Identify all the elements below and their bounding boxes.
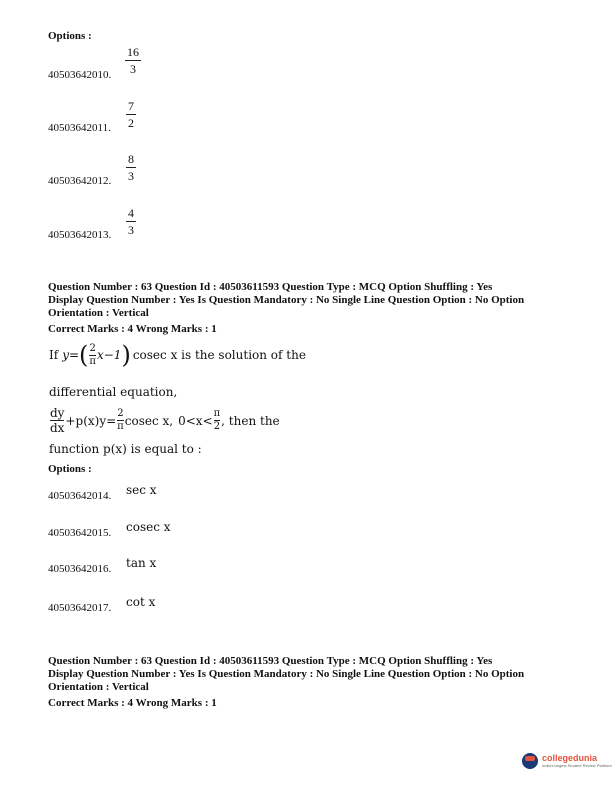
option-fraction (125, 46, 141, 75)
option-id: 40503642016. (48, 563, 112, 575)
x-minus-one: x−1 (96, 348, 122, 362)
fraction-denominator: 3 (128, 169, 134, 183)
cosec-term: cosec x, (124, 413, 174, 428)
option-fraction (126, 100, 136, 129)
logo-tagline: India's largest Student Review Platform (542, 763, 612, 768)
fraction-denominator: 3 (130, 62, 136, 76)
option-id: 40503642011. (48, 122, 111, 134)
fraction-numerator: 7 (128, 99, 134, 113)
option-id: 40503642010. (48, 69, 112, 81)
question-equation-line (49, 407, 280, 434)
option-text: cosec x (126, 520, 171, 534)
collegedunia-logo (522, 753, 612, 769)
pi-over-two-fraction (214, 409, 221, 432)
question-text-line (49, 343, 306, 367)
cosec-text: cosec x is the solution of the (132, 348, 306, 362)
options-heading: Options : (48, 463, 92, 475)
dy-dx-fraction (50, 407, 64, 434)
option-text: tan x (126, 556, 157, 570)
option-id: 40503642014. (48, 490, 112, 502)
left-paren: ( (79, 341, 89, 369)
option-text: sec x (126, 483, 157, 497)
fraction-numerator: dy (50, 406, 65, 420)
two-over-pi-fraction (117, 409, 124, 432)
fraction-numerator: 2 (89, 342, 96, 354)
option-id: 40503642017. (48, 602, 112, 614)
fraction-denominator: π (117, 421, 124, 432)
inequality: 0<x< (178, 413, 213, 428)
fraction-numerator: 16 (127, 45, 139, 59)
fraction-numerator: π (213, 408, 221, 419)
right-paren: ) (121, 341, 131, 369)
logo-text-block (542, 754, 612, 768)
if-label: If (49, 348, 59, 362)
options-heading: Options : (48, 30, 92, 42)
question-meta-line: Display Question Number : Yes Is Question Mandatory : No Single Line Question Option : No Option (48, 294, 525, 306)
question-meta-line: Question Number : 63 Question Id : 40503611593 Question Type : MCQ Option Shuffling : Yes (48, 281, 493, 293)
fraction-numerator: 2 (117, 408, 124, 419)
fraction-denominator: dx (50, 421, 65, 435)
option-fraction (126, 153, 136, 182)
fraction-denominator: 2 (213, 421, 221, 432)
marks-line: Correct Marks : 4 Wrong Marks : 1 (48, 697, 217, 709)
question-meta-line: Orientation : Vertical (48, 681, 149, 693)
option-text: cot x (126, 595, 156, 609)
fraction-numerator: 4 (128, 206, 134, 220)
option-id: 40503642015. (48, 527, 112, 539)
option-fraction (126, 207, 136, 236)
logo-name: collegedunia (542, 753, 598, 763)
fraction-denominator: π (89, 355, 96, 367)
fraction-denominator: 2 (128, 116, 134, 130)
plus-p-term: +p(x)y= (65, 413, 117, 428)
y-equals: y= (62, 348, 80, 362)
question-text-line: function p(x) is equal to : (49, 442, 202, 456)
question-meta-line: Question Number : 63 Question Id : 40503611593 Question Type : MCQ Option Shuffling : Yes (48, 655, 493, 667)
option-id: 40503642012. (48, 175, 112, 187)
question-meta-line: Display Question Number : Yes Is Question Mandatory : No Single Line Question Option : No Option (48, 668, 525, 680)
question-text-line: differential equation, (49, 385, 178, 399)
fraction-denominator: 3 (128, 223, 134, 237)
then-text: , then the (221, 413, 280, 428)
marks-line: Correct Marks : 4 Wrong Marks : 1 (48, 323, 217, 335)
two-over-pi-fraction (89, 344, 96, 367)
question-meta-line: Orientation : Vertical (48, 307, 149, 319)
option-id: 40503642013. (48, 229, 112, 241)
collegedunia-logo-icon (522, 753, 538, 769)
fraction-numerator: 8 (128, 152, 134, 166)
